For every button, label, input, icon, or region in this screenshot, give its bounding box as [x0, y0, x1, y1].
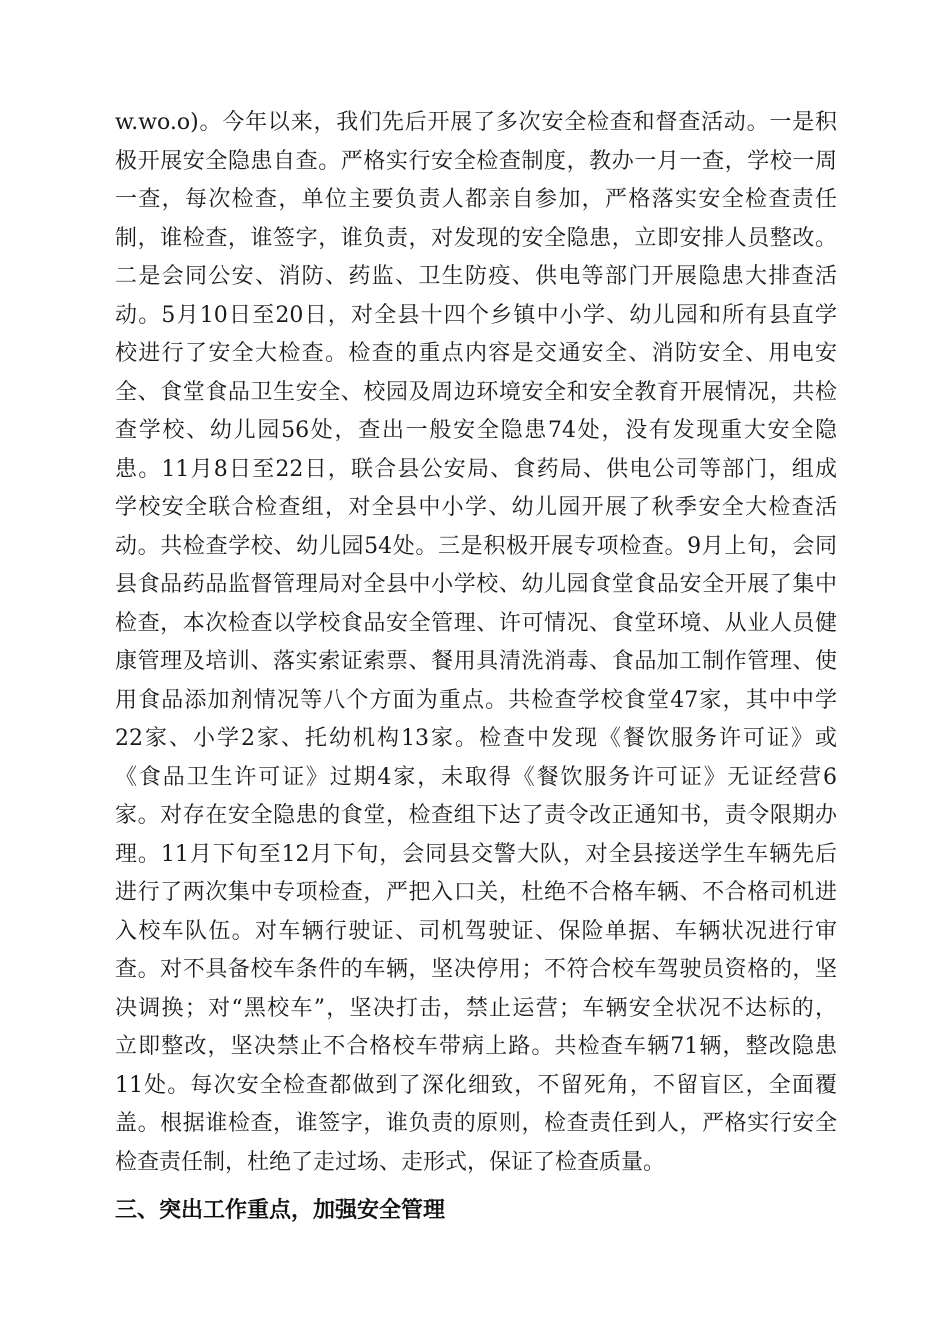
text-line: 进行了两次集中专项检查，严把入口关，杜绝不合格车辆、不合格司机进: [115, 880, 837, 905]
text-line: 二是会同公安、消防、药监、卫生防疫、供电等部门开展隐患大排查活: [115, 264, 837, 289]
text-line: 一查，每次检查，单位主要负责人都亲自参加，严格落实安全检查责任: [115, 187, 837, 212]
section-heading: 三、突出工作重点，加强安全管理: [115, 1198, 446, 1223]
text-line: 查。对不具备校车条件的车辆，坚决停用；不符合校车驾驶员资格的，坚: [115, 957, 837, 982]
text-line: 盖。根据谁检查，谁签字，谁负责的原则，检查责任到人，严格实行安全: [115, 1111, 837, 1136]
text-line: 检查责任制，杜绝了走过场、走形式，保证了检查质量。: [115, 1149, 666, 1175]
text-line: 决调换；对“黑校车”，坚决打击，禁止运营；车辆安全状况不达标的，: [115, 995, 837, 1021]
text-line: 学校安全联合检查组，对全县中小学、幼儿园开展了秋季安全大检查活: [115, 495, 837, 520]
text-line: 动。5月10日至20日，对全县十四个乡镇中小学、幼儿园和所有县直学: [115, 302, 837, 328]
text-line: 22家、小学2家、托幼机构13家。检查中发现《餐饮服务许可证》或: [115, 726, 837, 751]
text-line: 县食品药品监督管理局对全县中小学校、幼儿园食堂食品安全开展了集中: [115, 572, 837, 597]
text-line: 动。共检查学校、幼儿园54处。三是积极开展专项检查。9月上旬，会同: [115, 533, 837, 559]
body-paragraph: [115, 104, 837, 1182]
text-line: 入校车队伍。对车辆行驶证、司机驾驶证、保险单据、车辆状况进行审: [115, 918, 837, 944]
text-line: 患。11月8日至22日，联合县公安局、食药局、供电公司等部门，组成: [115, 456, 837, 482]
text-line: 校进行了安全大检查。检查的重点内容是交通安全、消防安全、用电安: [115, 341, 837, 366]
text-line: 康管理及培训、落实索证索票、餐用具清洗消毒、食品加工制作管理、使: [115, 649, 837, 674]
text-line: 全、食堂食品卫生安全、校园及周边环境安全和安全教育开展情况，共检: [115, 379, 837, 405]
text-line: 家。对存在安全隐患的食堂，检查组下达了责令改正通知书，责令限期办: [115, 803, 837, 828]
text-line: 极开展安全隐患自查。严格实行安全检查制度，教办一月一查，学校一周: [115, 148, 837, 174]
text-line: 11处。每次安全检查都做到了深化细致，不留死角，不留盲区，全面覆: [115, 1072, 837, 1098]
text-line: 理。11月下旬至12月下旬，会同县交警大队，对全县接送学生车辆先后: [115, 841, 837, 867]
text-line: 立即整改，坚决禁止不合格校车带病上路。共检查车辆71辆，整改隐患: [115, 1034, 837, 1059]
text-line: w.wo.o)。今年以来，我们先后开展了多次安全检查和督查活动。一是积: [115, 110, 837, 135]
text-line: 制，谁检查，谁签字，谁负责，对发现的安全隐患，立即安排人员整改。: [115, 225, 837, 251]
text-line: 检查，本次检查以学校食品安全管理、许可情况、食堂环境、从业人员健: [115, 610, 837, 636]
text-line: 用食品添加剂情况等八个方面为重点。共检查学校食堂47家，其中中学: [115, 687, 837, 713]
text-line: 《食品卫生许可证》过期4家，未取得《餐饮服务许可证》无证经营6: [115, 764, 837, 790]
text-line: 查学校、幼儿园56处，查出一般安全隐患74处，没有发现重大安全隐: [115, 418, 837, 443]
